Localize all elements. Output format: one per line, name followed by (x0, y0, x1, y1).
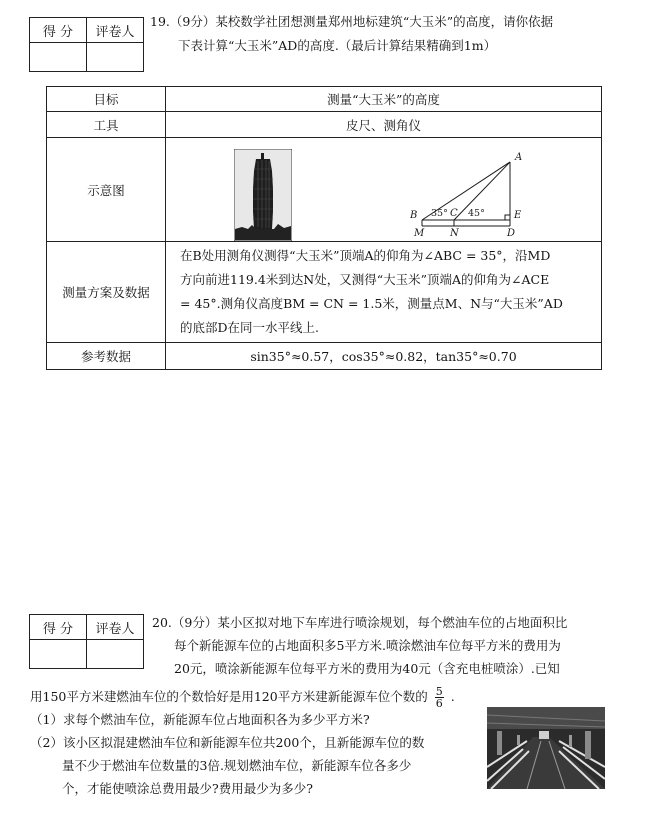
plan-line-3: = 45°.测角仪高度BM = CN = 1.5米，测量点M、N与“大玉米”AD (180, 296, 563, 311)
row-diagram-label: 示意图 (47, 138, 166, 242)
fraction (435, 686, 444, 709)
fraction-denominator: 6 (435, 697, 443, 710)
q20-line4-text: 用150平方米建燃油车位的个数恰好是用120平方米建新能源车位个数的 (30, 689, 428, 704)
label-E: E (514, 210, 522, 221)
label-N: N (450, 228, 459, 236)
q20-line2: 每个新能源车位的占地面积多5平方米.喷涂燃油车位每平方米的费用为 (174, 638, 561, 653)
row-plan-value (166, 242, 602, 343)
q20-line1: 20.（9分）某小区拟对地下车库进行喷涂规划，每个燃油车位的占地面积比 (152, 615, 568, 630)
geometry-diagram (404, 150, 540, 236)
angle-label-35: 35° (431, 208, 448, 219)
angle-label-45: 45° (468, 208, 485, 219)
row-tools-value: 皮尺、测角仪 (166, 112, 602, 138)
grader-label: 评卷人 (87, 615, 144, 640)
q20-line4 (30, 686, 455, 709)
label-A: A (515, 152, 523, 163)
score-box-20 (29, 614, 144, 669)
q19-line2: 下表计算“大玉米”AD的高度.（最后计算结果精确到1m） (178, 38, 497, 53)
q20-sub2-line2: 量不少于燃油车位数量的3倍.规划燃油车位，新能源车位各多少 (62, 758, 412, 773)
label-B: B (410, 210, 418, 221)
label-D: D (507, 228, 516, 236)
tower-photo (234, 149, 292, 241)
grader-cell (87, 640, 144, 669)
parking-garage-photo (487, 707, 605, 789)
row-target-label: 目标 (47, 87, 166, 112)
grader-cell (87, 43, 144, 72)
q20-sub1: （1）求每个燃油车位，新能源车位占地面积各为多少平方米? (30, 712, 370, 727)
fraction-numerator: 5 (435, 685, 443, 698)
q20-line4-end: . (450, 689, 455, 704)
score-box-19 (29, 17, 144, 72)
row-reference-value: sin35°≈0.57，cos35°≈0.82，tan35°≈0.70 (166, 343, 602, 370)
q19-line1: 19.（9分）某校数学社团想测量郑州地标建筑“大玉米”的高度，请你依据 (150, 14, 554, 29)
row-reference-label: 参考数据 (47, 343, 166, 370)
row-tools-label: 工具 (47, 112, 166, 138)
plan-line-1: 在B处用测角仪测得“大玉米”顶端A的仰角为∠ABC = 35°，沿MD (180, 248, 551, 263)
q20-sub2-line1: （2）该小区拟混建燃油车位和新能源车位共200个，且新能源车位的数 (30, 735, 425, 750)
row-plan-label: 测量方案及数据 (47, 242, 166, 343)
score-label: 得 分 (30, 615, 87, 640)
score-cell (30, 640, 87, 669)
grader-label: 评卷人 (87, 18, 144, 43)
label-M: M (414, 228, 425, 236)
plan-line-2: 方向前进119.4米到达N处，又测得“大玉米”顶端A的仰角为∠ACE (180, 272, 550, 287)
plan-line-4: 的底部D在同一水平线上. (180, 320, 319, 335)
row-target-value: 测量“大玉米”的高度 (166, 87, 602, 112)
label-C: C (450, 208, 458, 219)
q20-line3: 20元，喷涂新能源车位每平方米的费用为40元（含充电桩喷涂）.已知 (174, 661, 560, 676)
score-label: 得 分 (30, 18, 87, 43)
score-cell (30, 43, 87, 72)
q20-sub2-line3: 个，才能使喷涂总费用最少?费用最少为多少? (62, 781, 313, 796)
